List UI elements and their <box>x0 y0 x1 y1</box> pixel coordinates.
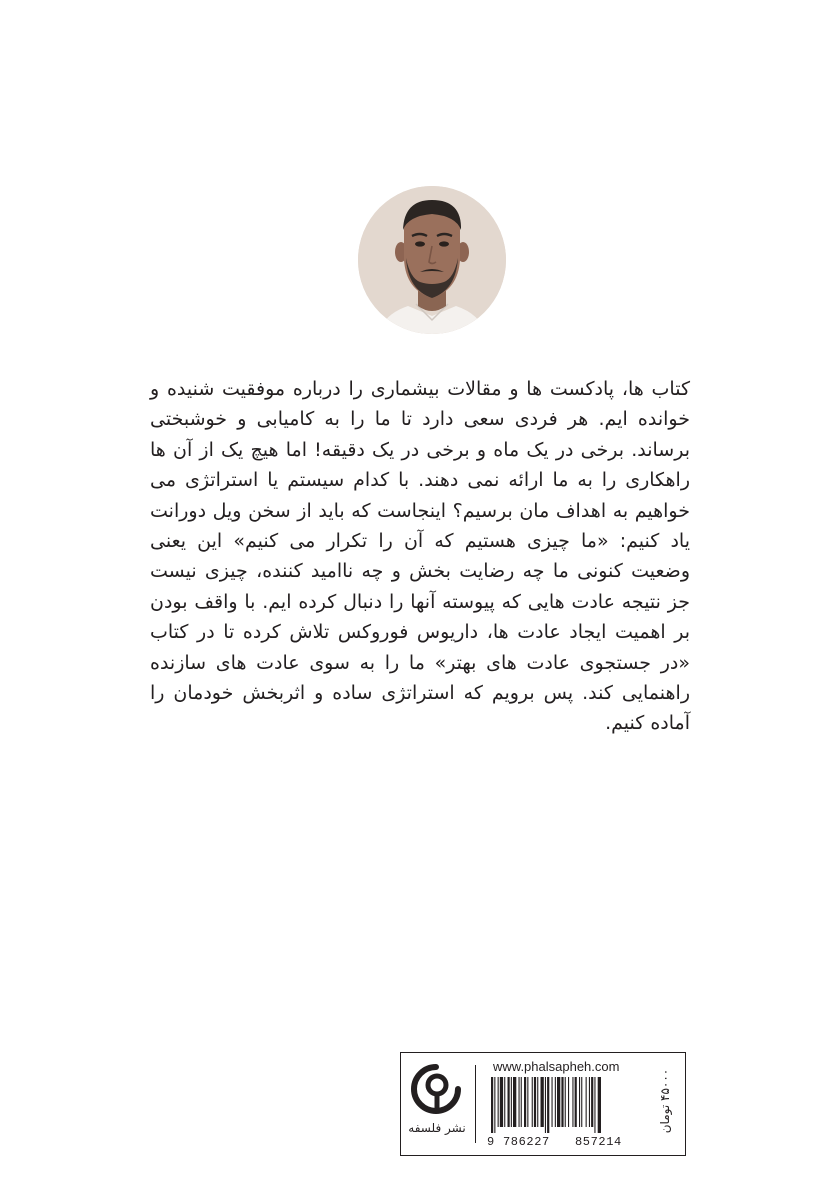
barcode-bar <box>524 1077 526 1127</box>
barcode-bar <box>555 1077 556 1127</box>
barcode-bar <box>561 1077 563 1127</box>
barcode-bar <box>500 1077 503 1127</box>
barcode-bar <box>557 1077 560 1127</box>
isbn-group-right: 857214 <box>575 1135 622 1149</box>
publisher-logo-icon <box>410 1063 462 1117</box>
barcode-bar <box>545 1077 546 1133</box>
barcode-bar <box>552 1077 553 1127</box>
barcode-bar <box>565 1077 566 1127</box>
barcode-bar <box>575 1077 577 1127</box>
barcode-bar <box>537 1077 538 1127</box>
barcode-bar <box>591 1077 593 1127</box>
barcode-bar <box>491 1077 493 1133</box>
barcode-bar <box>586 1077 587 1127</box>
barcode-bar <box>568 1077 569 1127</box>
publisher-website[interactable]: www.phalsapheh.com <box>493 1059 620 1074</box>
barcode-bar <box>513 1077 516 1127</box>
barcode-bar <box>508 1077 510 1127</box>
barcode-bar <box>541 1077 544 1127</box>
isbn-first-digit: 9 <box>487 1135 495 1149</box>
author-portrait-icon <box>358 186 506 334</box>
barcode-bar <box>534 1077 536 1127</box>
barcode-bar <box>579 1077 580 1127</box>
barcode-bar <box>572 1077 573 1127</box>
imprint-divider <box>475 1065 476 1143</box>
barcode-bar <box>494 1077 495 1133</box>
barcode-bar <box>527 1077 528 1127</box>
barcode-bar <box>594 1077 595 1133</box>
author-photo <box>358 186 506 334</box>
barcode-bar <box>547 1077 549 1133</box>
book-price: ۴۵۰۰۰ تومان <box>658 1068 672 1134</box>
barcode-bar <box>589 1077 590 1127</box>
isbn-barcode <box>489 1077 645 1133</box>
book-blurb: کتاب ها، پادکست ها و مقالات بیشماری را درباره موفقیت شنیده و خوانده ایم. هر فردی سعی دارد تا ما را به کامیابی و خوشبختی برساند. برخی در یک ماه و برخی در یک دقیقه! اما هیچ یک از آن ها راهکاری را به ما ارائه نمی دهند. با کدام سیستم یا استراتژی می خواهیم به اهداف مان برسیم؟ اینجاست که باید از سخن ویل دورانت یاد کنیم: «ما چیزی هستیم که آن را تکرار می کنیم» این یعنی وضعیت کنونی ما چه رضایت بخش و چه ناامید کننده، چیزی نیست جز نتیجه عادت هایی که پیوسته آنها را دنبال کرده ایم. با واقف بودن بر اهمیت ایجاد عادت ها، داریوس فوروکس تلاش کرده تا در کتاب «در جستجوی عادت های بهتر» ما را به سوی عادت های سازنده راهنمایی کند. پس برویم که استراتژی ساده و اثربخش خودمان را آماده کنیم. <box>150 378 690 735</box>
barcode-bar <box>498 1077 499 1127</box>
barcode-bar <box>511 1077 512 1127</box>
barcode-bar <box>521 1077 522 1127</box>
barcode-bar <box>581 1077 582 1127</box>
barcode-bar <box>504 1077 505 1127</box>
publisher-name: نشر فلسفه <box>408 1121 466 1135</box>
barcode-bar <box>598 1077 601 1133</box>
barcode-bar <box>532 1077 533 1127</box>
barcode-bar <box>519 1077 520 1127</box>
imprint-box <box>400 1052 686 1156</box>
isbn-group-left: 786227 <box>503 1135 550 1149</box>
